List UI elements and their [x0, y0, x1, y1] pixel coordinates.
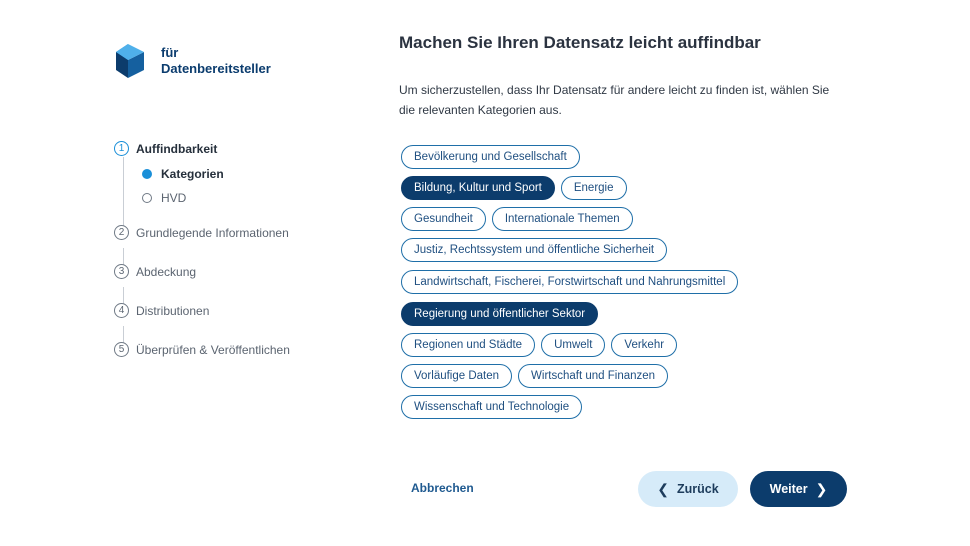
next-button[interactable] — [750, 471, 847, 507]
step-grundlegende-informationen[interactable] — [114, 225, 289, 240]
category-row — [401, 302, 598, 326]
category-chip-gesundheit[interactable]: Gesundheit — [401, 207, 486, 231]
category-chip-wirtschaft[interactable]: Wirtschaft und Finanzen — [518, 364, 668, 388]
category-row — [401, 395, 582, 419]
step-label: Abdeckung — [136, 264, 197, 279]
step-number: 4 — [114, 303, 129, 318]
category-row — [401, 176, 627, 200]
category-chip-wissenschaft[interactable]: Wissenschaft und Technologie — [401, 395, 582, 419]
back-button[interactable] — [638, 471, 738, 507]
step-number: 5 — [114, 342, 129, 357]
page-description: Um sicherzustellen, dass Ihr Datensatz für andere leicht zu finden ist, wählen Sie die relevanten Kategorien aus. — [399, 83, 830, 117]
step-auffindbarkeit[interactable] — [114, 141, 217, 156]
substep-kategorien[interactable] — [142, 167, 224, 181]
category-chip-bevoelkerung[interactable]: Bevölkerung und Gesellschaft — [401, 145, 580, 169]
step-number: 2 — [114, 225, 129, 240]
logo-line-2: Datenbereitsteller — [161, 61, 271, 76]
substep-hvd[interactable] — [142, 191, 186, 205]
category-row — [401, 238, 667, 262]
category-chip-bildung[interactable]: Bildung, Kultur und Sport — [401, 176, 555, 200]
step-label: Überprüfen & Veröffentlichen — [136, 342, 290, 357]
category-row — [401, 270, 738, 294]
category-chip-vorlaeufige-daten[interactable]: Vorläufige Daten — [401, 364, 512, 388]
chevron-right-icon: ❯ — [815, 480, 828, 497]
step-ueberpruefen-veroeffentlichen[interactable] — [114, 342, 290, 357]
step-number: 1 — [114, 141, 129, 156]
category-row — [401, 207, 633, 231]
step-label: Grundlegende Informationen — [136, 225, 289, 240]
inactive-dot-icon — [142, 193, 152, 203]
category-chip-umwelt[interactable]: Umwelt — [541, 333, 605, 357]
chevron-left-icon: ❮ — [657, 480, 670, 497]
logo — [114, 42, 314, 82]
step-label: Auffindbarkeit — [136, 141, 218, 156]
cancel-button[interactable]: Abbrechen — [411, 481, 474, 495]
step-abdeckung[interactable] — [114, 264, 196, 279]
step-distributionen[interactable] — [114, 303, 209, 318]
category-row — [401, 364, 668, 388]
category-chip-landwirtschaft[interactable]: Landwirtschaft, Fischerei, Forstwirtschaft und Nahrungsmittel — [401, 270, 738, 294]
substep-label: HVD — [161, 191, 187, 205]
active-dot-icon — [142, 169, 152, 179]
next-button-label: Weiter — [769, 482, 808, 496]
step-number: 3 — [114, 264, 129, 279]
logo-cube-icon — [114, 42, 148, 80]
category-row — [401, 145, 580, 169]
category-chip-internationale-themen[interactable]: Internationale Themen — [492, 207, 633, 231]
substep-label: Kategorien — [161, 167, 224, 181]
category-chip-regionen[interactable]: Regionen und Städte — [401, 333, 535, 357]
step-label: Distributionen — [136, 303, 210, 318]
page-title: Machen Sie Ihren Datensatz leicht auffindbar — [399, 33, 761, 52]
stepper-connector — [123, 157, 124, 232]
category-chip-energie[interactable]: Energie — [561, 176, 627, 200]
logo-text — [161, 45, 271, 77]
category-row — [401, 333, 677, 357]
logo-line-1: für — [161, 45, 179, 60]
category-chip-regierung[interactable]: Regierung und öffentlicher Sektor — [401, 302, 598, 326]
back-button-label: Zurück — [677, 482, 719, 496]
category-chip-verkehr[interactable]: Verkehr — [611, 333, 677, 357]
category-chip-justiz[interactable]: Justiz, Rechtssystem und öffentliche Sicherheit — [401, 238, 667, 262]
